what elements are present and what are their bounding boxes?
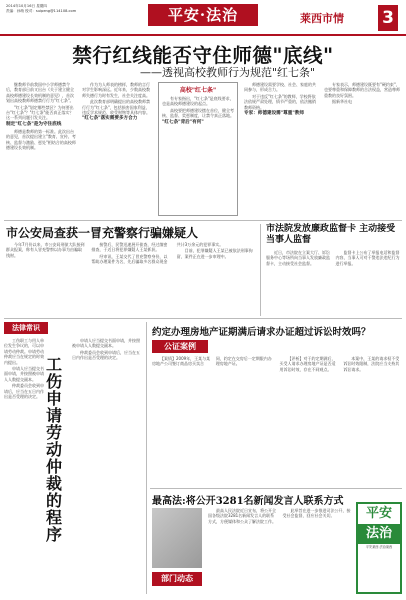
page-number: 3 [378, 5, 398, 31]
divider [146, 322, 147, 594]
emblem-caption: 平安莱西 法治莱西 [365, 545, 393, 549]
notary-label: 公证案例 [152, 340, 208, 353]
header-title: 平安·法治 [148, 4, 258, 26]
page-header [0, 0, 406, 36]
lead-column-3: 有专家指出，"红七条"是底线要求，也是高校师德建设的起点。 高校要把师德建设摆在首位，健全考核、监督、奖惩制度，让禁令真正落地。 "红七条"背后"有何" [162, 96, 234, 125]
court-headline: 市法院发放廉政监督卡 主动接受当事人监督 [266, 224, 396, 245]
header-section: 莱西市情 [300, 12, 344, 25]
law-column-body: 工伤职工与用人单位发生争议的，可以申请劳动仲裁。申请劳动仲裁应当在规定的时效内提出。 申请人应当提交书面申请，并按照被申请人人数提交副本。 仲裁委员会收到申请后，应当在五日内作出是否受理的决定。 [4, 338, 44, 400]
header-meta [6, 4, 106, 14]
bulletin-body: 最高人民法院近日宣布，将公开全国各级法院3281名新闻发言人的联系方式，方便媒体和公众了解法院工作。 此举旨在进一步推进司法公开，接受社会监督，回应社会关切。 [208, 508, 351, 524]
police-story-body: 今年7月份以来，市公安局刑侦大队接到群众报案，称有人冒充警察以办事为由骗取钱财。 接警后，民警迅速展开侦查，经过缜密排查，于近日将犯罪嫌疑人王某抓获。 经审讯，王某交代了冒充警察身份，以帮助办理案件为名，先后骗取多名群众现金共计3万余元的犯罪事实。 目前，犯罪嫌疑人王某已被依法刑事拘留，案件正在进一步审理中。 [6, 242, 253, 265]
divider [260, 224, 261, 316]
court-story-body: 近日，市法院在立案大厅、诉讼服务中心等场所向当事人发放廉政监督卡，主动接受社会监督。 监督卡上公布了举报电话和监督内容，当事人可对干警违法违纪行为进行举报。 [266, 250, 400, 266]
header-date: 2014年10月16日 星期四 [6, 4, 47, 8]
law-column-headline: 工伤申请劳动仲裁的程序 [46, 355, 63, 544]
lead-col2-subhead: "红七条"落实需要多方合力 [82, 116, 138, 122]
lead-col1-subhead: 制定"红七条"是为守住底线 [6, 121, 62, 127]
bulletin-label: 部门动态 [152, 572, 202, 586]
emblem-top-text: 平安 [365, 506, 392, 521]
law-column-label: 法律常识 [4, 322, 48, 334]
notary-body: 【案情】2009年，王某与某房地产公司签订商品房买卖合同，约定在交房后一定期限内办理房地产证。 【评析】对于约定期满后，买受人请求办理房地产证是否适用诉讼时效，存在不同观点。 本案中，王某的请求权不受诉讼时效限制，法院应当支持其诉讼请求。 [152, 356, 400, 372]
lead-sidebar-box [158, 82, 238, 216]
police-headline: 市公安局查获一冒充警察行骗嫌疑人 [6, 226, 199, 240]
header-editor: 责编：孙萌 校对：suipeng@114108.com [6, 9, 77, 13]
lead-subheadline: ——透视高校教师行为规范"红七条" [140, 66, 316, 79]
divider [4, 318, 402, 319]
lead-column-4: 师德建设需要学校、社会、家庭的共同参与，形成合力。 对于违反"红七条"的教师，学校将依法依规严肃处理，情节严重的，依法撤销教师资格。 专家：师德建设需"尊重"教师 [244, 82, 316, 117]
lead-column-5: 专家表示，师德建设既要有"硬约束"，也要尊重和保障教师的合法权益，营造尊师重教的良好氛围。 据新华社电 [324, 82, 400, 105]
lead-headline: 禁行红线能否守住师德"底线" [72, 44, 334, 67]
bulletin-headline: 最高法:将公开3281名新闻发言人联系方式 [152, 496, 344, 507]
divider [150, 488, 402, 489]
divider [4, 220, 402, 221]
ping-an-fazhi-emblem [356, 502, 402, 594]
law-column-body-continued: 申请人应当提交书面申请，并按照被申请人人数提交副本。 仲裁委员会收到申请后，应当在五日内作出是否受理的决定。 [72, 338, 140, 361]
lead-column-1: 继教师节前我国中小学师德禁令后，教育部日前又出台《关于建立健全高校师德建设长效机制的意见》，首次划出高校教师师德禁行行为"红七条"。 "红七条"划定哪些禁区？为何要出台"红七条"？"红七条"能否真正落实？这一系列问题引发关注。 制定"红七条"是为守住底线 师德是教师的第一标准。此次出台的意见，首次提出建立"教育、宣传、考核、监督与激励、惩处"相结合的高校师德建设长效机制。 [6, 82, 76, 151]
lead-column-2: 作为为人师表的榜样，教师的言行对学生影响深远。近年来，少数高校教师失德行为时有发生，社会关注度高。 此次教育部明确提出的高校教师禁行行为"红七条"，包括损害国家利益、违反学术规范、收受财物等具体内容。 "红七条"落实需要多方合力 [82, 82, 150, 122]
news-photo [152, 508, 202, 568]
lead-col3-subhead: "红七条"背后"有何" [162, 119, 204, 125]
emblem-bottom-text: 法治 [358, 524, 400, 544]
notary-headline: 约定办理房地产证期满后请求办证超过诉讼时效吗？ [152, 327, 371, 338]
sidebar-box-title: 高校"红七条" [179, 87, 217, 94]
lead-col4-subhead: 专家：师德建设需"尊重"教师 [244, 111, 304, 117]
